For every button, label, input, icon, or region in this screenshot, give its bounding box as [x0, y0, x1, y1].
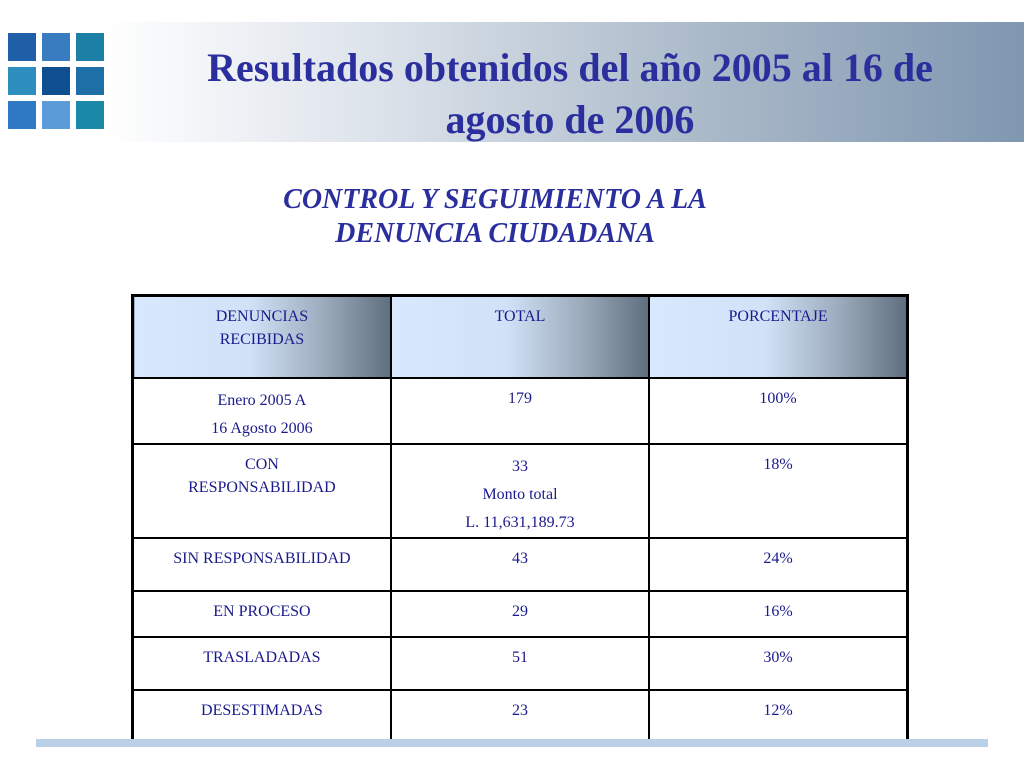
logo-square: [76, 101, 104, 129]
cell-text: 51: [511, 649, 528, 666]
row-total-cell: [391, 538, 649, 591]
cell-text: TRASLADADAS: [203, 649, 321, 666]
table-row: [133, 444, 908, 538]
row-percent-cell: [649, 690, 907, 743]
header-cell-percent: [649, 296, 907, 379]
row-percent-cell: [649, 444, 907, 538]
row-label-cell: [133, 538, 391, 591]
header-text: RECIBIDAS: [219, 331, 305, 348]
header-text: PORCENTAJE: [728, 308, 828, 325]
table-row: [133, 637, 908, 690]
row-total-cell: [391, 690, 649, 743]
page-title: [120, 42, 1020, 146]
logo-square: [42, 101, 70, 129]
logo-square: [8, 67, 36, 95]
row-label-cell: [133, 444, 391, 538]
table-row: [133, 591, 908, 637]
logo-square: [42, 67, 70, 95]
row-percent-cell: [649, 591, 907, 637]
row-label-cell: [133, 591, 391, 637]
table-row: [133, 378, 908, 444]
row-percent-cell: [649, 637, 907, 690]
cell-text: CON: [245, 456, 279, 473]
page-title-line: Resultados obtenidos del año 2005 al 16 de: [207, 45, 933, 90]
section-subtitle-line: CONTROL Y SEGUIMIENTO A LA: [283, 184, 707, 215]
row-total-cell: [391, 637, 649, 690]
row-label-cell: [133, 690, 391, 743]
row-total-cell: [391, 591, 649, 637]
header-cell-total: [391, 296, 649, 379]
page-title-line: agosto de 2006: [445, 97, 695, 142]
cell-text: 16 Agosto 2006: [211, 420, 313, 437]
logo-square: [8, 33, 36, 61]
cell-text: 30%: [763, 649, 793, 666]
logo-square: [76, 67, 104, 95]
cell-text: Monto total: [482, 486, 558, 503]
logo: [8, 33, 104, 129]
complaints-table: [131, 294, 909, 745]
logo-square: [42, 33, 70, 61]
row-percent-cell: [649, 378, 907, 444]
section-subtitle-line: DENUNCIA CIUDADANA: [335, 218, 655, 249]
row-label-cell: [133, 637, 391, 690]
table-row: [133, 690, 908, 743]
cell-text: 43: [511, 550, 528, 567]
section-subtitle: [160, 183, 830, 251]
cell-text: Enero 2005 A: [217, 392, 307, 409]
cell-text: DESESTIMADAS: [201, 702, 323, 719]
table-header-row: [133, 296, 908, 379]
row-label-cell: [133, 378, 391, 444]
table-body: [133, 378, 908, 743]
cell-text: 23: [511, 702, 528, 719]
row-total-cell: [391, 444, 649, 538]
header-text: DENUNCIAS: [215, 308, 309, 325]
row-total-cell: [391, 378, 649, 444]
footer-divider: [36, 739, 988, 747]
logo-square: [8, 101, 36, 129]
cell-text: 18%: [763, 456, 793, 473]
header-cell-received: [133, 296, 391, 379]
cell-text: RESPONSABILIDAD: [188, 479, 336, 496]
cell-text: 16%: [763, 603, 793, 620]
cell-text: 12%: [763, 702, 793, 719]
cell-text: 100%: [759, 390, 797, 407]
cell-text: 24%: [763, 550, 793, 567]
row-percent-cell: [649, 538, 907, 591]
cell-text: 29: [511, 603, 528, 620]
cell-text: 33: [511, 458, 528, 475]
header-text: TOTAL: [494, 308, 546, 325]
cell-text: L. 11,631,189.73: [465, 514, 575, 531]
logo-square: [76, 33, 104, 61]
cell-text: 179: [507, 390, 532, 407]
cell-text: SIN RESPONSABILIDAD: [173, 550, 351, 567]
cell-text: EN PROCESO: [213, 603, 311, 620]
table-row: [133, 538, 908, 591]
